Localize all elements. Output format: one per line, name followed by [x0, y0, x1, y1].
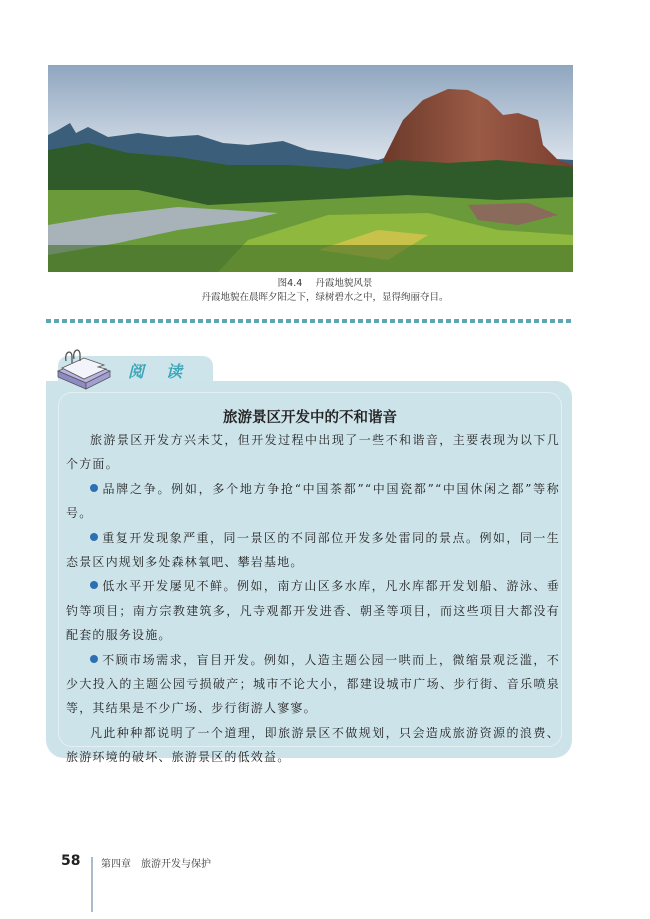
figure-number: 图4.4	[277, 278, 303, 289]
chapter-label	[101, 855, 211, 870]
conclusion-paragraph: 凡此种种都说明了一个道理，即旅游景区不做规划，只会造成旅游资源的浪费、旅游环境的破坏、旅游景区的低效益。	[66, 725, 560, 765]
bullet-icon	[90, 655, 98, 663]
reading-label: 阅读	[128, 362, 205, 381]
bullet-text: 重复开发现象严重，同一景区的不同部位开发多处雷同的景点。例如，同一生态景区内规划多处森林氧吧、攀岩基地。	[66, 530, 560, 570]
bullet-icon	[90, 533, 98, 541]
footer-divider	[91, 857, 93, 912]
notepad-icon	[54, 345, 114, 391]
article-body	[66, 428, 560, 770]
figure-caption	[0, 277, 650, 305]
figure-title: 丹霞地貌风景	[315, 278, 373, 289]
bullet-text: 不顾市场需求，盲目开发。例如，人造主题公园一哄而上，微缩景观泛滥，不少大投入的主题公园亏损破产；城市不论大小，都建设城市广场、步行街、音乐喷泉等，其结果是不少广场、步行街游人寥寥。	[66, 652, 560, 716]
bullet-text: 低水平开发屡见不鲜。例如，南方山区多水库，凡水库都开发划船、游泳、垂钓等项目；南方宗教建筑多，凡寺观都开发进香、朝圣等项目，而这些项目大都没有配套的服务设施。	[66, 579, 560, 643]
chapter-title: 旅游开发与保护	[141, 859, 211, 870]
landscape-photo	[48, 65, 573, 272]
page-number: 58	[61, 853, 81, 869]
bullet-text: 品牌之争。例如，多个地方争抢“中国茶都”“中国瓷都”“中国休闲之都”等称号。	[66, 481, 560, 521]
bullet-paragraph	[66, 477, 560, 526]
bullet-paragraph	[66, 648, 560, 721]
chapter-number: 第四章	[101, 859, 131, 870]
bullet-paragraph	[66, 526, 560, 575]
bullet-icon	[90, 484, 98, 492]
dotted-divider	[46, 319, 573, 323]
intro-paragraph: 旅游景区开发方兴未艾，但开发过程中出现了一些不和谐音，主要表现为以下几个方面。	[66, 433, 560, 472]
article-title: 旅游景区开发中的不和谐音	[223, 409, 397, 426]
bullet-paragraph	[66, 574, 560, 647]
bullet-icon	[90, 581, 98, 589]
figure-description: 丹霞地貌在晨晖夕阳之下，绿树碧水之中，显得绚丽夺目。	[201, 292, 449, 303]
